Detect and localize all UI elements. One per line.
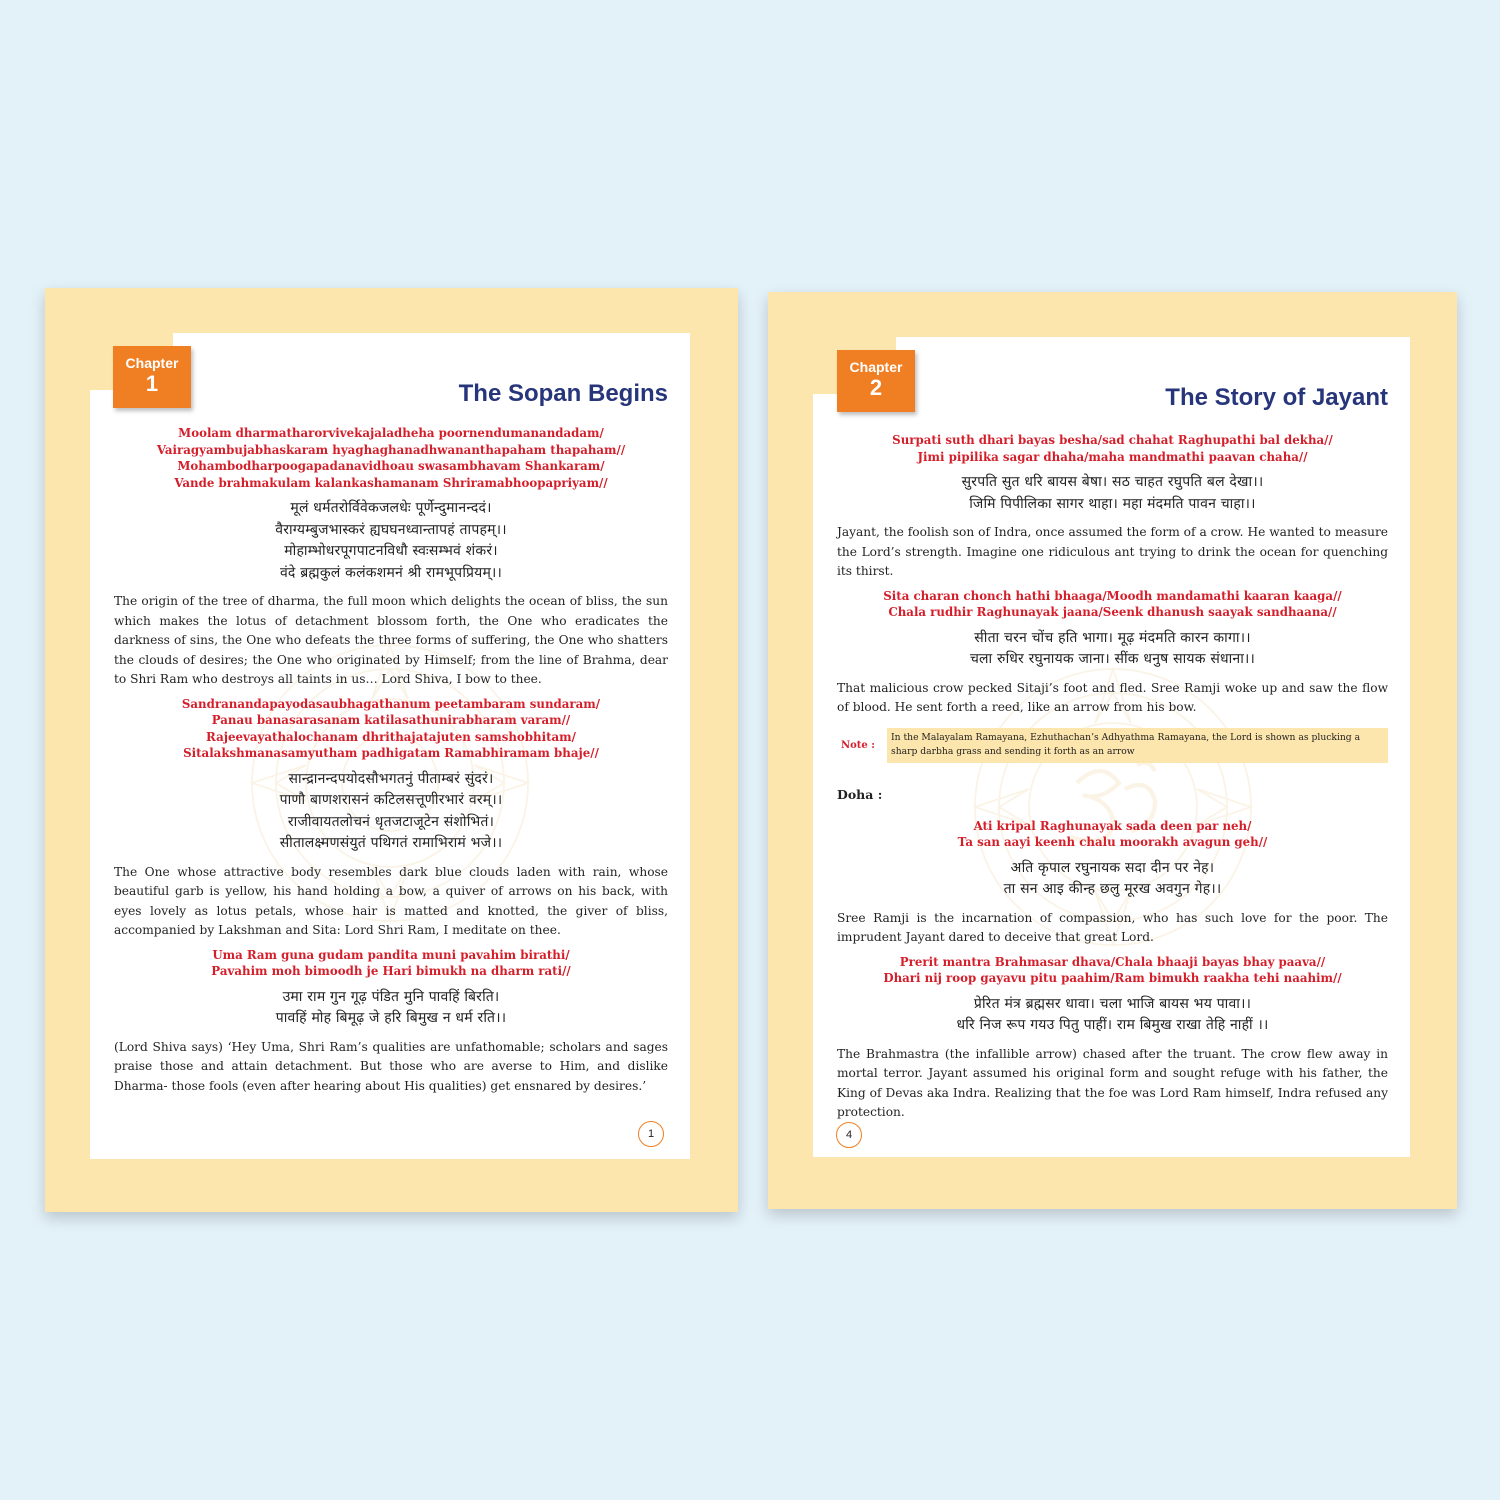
page-number: 1: [638, 1121, 664, 1147]
translation-paragraph: The Brahmastra (the infallible arrow) chased after the truant. The crow flew away in mortal terror. Jayant assumed his original form and sought refuge with his father, the King of Devas aka Indra. Realizing that the foe was Lord Ram himself, Indra refused any protection.: [837, 1046, 1388, 1119]
book-page-right: [768, 292, 1457, 1209]
devanagari-line: पावहिं मोह बिमूढ़ जे हरि बिमुख न धर्म रति।।: [275, 1010, 507, 1026]
verse-transliteration: [837, 432, 1388, 465]
page-panel: [90, 333, 690, 1159]
devanagari-line: ता सन आइ कीन्ह छलु मूरख अवगुन गेह।।: [1003, 881, 1222, 897]
devanagari-line: वंदे ब्रह्मकुलं कलंकशमनं श्री रामभूपप्रियम्।।: [279, 564, 503, 581]
page-content: [837, 432, 1388, 1123]
note-callout: [837, 728, 1388, 763]
note-text: In the Malayalam Ramayana, Ezhuthachan’s Adhyathma Ramayana, the Lord is shown as plucking a sharp darbha grass and sending it forth as an arrow: [887, 728, 1388, 763]
chapter-badge: [113, 346, 191, 408]
devanagari-line: सीता चरन चोंच हति भागा। मूढ़ मंदमति कारन कागा।।: [974, 629, 1251, 646]
translation-paragraph: The One whose attractive body resembles dark blue clouds laden with rain, whose beautiful garb is yellow, his hand holding a bow, a quiver of arrows on his back, with eyes lovely as lotus petals, whose hair is matted and knotted, the giver of bliss, accompanied by Lakshman and Sita: Lord Shri Ram, I meditate on thee.: [114, 864, 668, 937]
devanagari-line: मोहाम्भोधरपूगपाटनविधौ स्वःसम्भवं शंकरं।: [284, 543, 498, 559]
chapter-number: 1: [145, 371, 159, 396]
verse-devanagari: [837, 628, 1388, 671]
doha-label: Doha :: [837, 786, 883, 802]
translation-paragraph: The origin of the tree of dharma, the full moon which delights the ocean of bliss, the sun which makes the lotus of detachment blossom forth, the One who eradicates the darkness of sins, the One who defeats the three forms of suffering, the One who shatters the clouds of desires; the One who originated by Himself; from the line of Brahma, dear to Shri Ram who destroys all taints in us… Lord Shiva, I bow to thee.: [114, 594, 668, 686]
chapter-label: Chapter: [125, 355, 179, 371]
verse-line: Vande brahmakulam kalankashamanam Shriramabhoopapriyam//: [174, 475, 608, 490]
page-title: The Sopan Begins: [458, 380, 668, 407]
verse-line: Moolam dharmatharorvivekajaladheha poornendumanandadam/: [178, 426, 604, 440]
devanagari-line: जिमि पिपीलिका सागर थाहा। महा मंदमति पावन चाहा।।: [969, 495, 1256, 512]
verse-line: Sitalakshmanasamyutham padhigatam Ramabhiramam bhaje//: [183, 746, 599, 760]
chapter-label: Chapter: [849, 359, 903, 375]
verse-transliteration: [114, 425, 668, 491]
note-label: Note :: [841, 739, 875, 751]
verse-devanagari: [114, 987, 668, 1030]
verse-line: Pavahim moh bimoodh je Hari bimukh na dharm rati//: [211, 964, 571, 978]
verse-line: Chala rudhir Raghunayak jaana/Seenk dhanush saayak sandhaana//: [888, 605, 1337, 619]
verse-line: Dhari nij roop gayavu pitu paahim/Ram bimukh raakha tehi naahim//: [883, 971, 1342, 985]
verse-line: Sandranandapayodasaubhagathanum peetambaram sundaram/: [181, 696, 601, 711]
devanagari-line: धरि निज रूप गयउ पितु पाहीं। राम बिमुख राखा तेहि नाहीं ।।: [956, 1017, 1269, 1033]
translation-paragraph: Sree Ramji is the incarnation of compassion, who has such love for the poor. The imprudent Jayant dared to deceive that great Lord.: [837, 910, 1388, 944]
devanagari-line: अति कृपाल रघुनायक सदा दीन पर नेह।: [1010, 859, 1215, 876]
verse-devanagari: [837, 994, 1388, 1037]
devanagari-line: पाणौ बाणशरासनं कटिलसत्तूणीरभारं वरम्।।: [279, 792, 503, 808]
devanagari-line: सुरपति सुत धरि बायस बेषा। सठ चाहत रघुपति बल देखा।।: [961, 474, 1264, 490]
page-content: [114, 425, 668, 1096]
devanagari-line: प्रेरित मंत्र ब्रह्मसर धावा। चला भाजि बायस भय पावा।।: [973, 995, 1252, 1012]
page-panel: [813, 337, 1410, 1157]
verse-transliteration: [837, 954, 1388, 987]
verse-line: Ati kripal Raghunayak sada deen par neh/: [973, 818, 1252, 833]
devanagari-line: सीतालक्ष्मणसंयुतं पथिगतं रामाभिरामं भजे।।: [279, 835, 503, 851]
page-number: 4: [836, 1122, 862, 1148]
verse-devanagari: [114, 769, 668, 855]
devanagari-line: सान्द्रानन्दपयोदसौभगतनुं पीताम्बरं सुंदरं।: [288, 770, 494, 787]
verse-line: Rajeevayathalochanam dhrithajatajuten samshobhitam/: [206, 729, 576, 744]
verse-line: Sita charan chonch hathi bhaaga/Moodh mandamathi kaaran kaaga//: [883, 588, 1342, 603]
verse-devanagari: [837, 472, 1388, 515]
translation-paragraph: That malicious crow pecked Sitaji’s foot and fled. Sree Ramji woke up and saw the flow of blood. He sent forth a reed, like an arrow from his bow.: [837, 680, 1388, 714]
devanagari-line: मूलं धर्मतरोर्विवेकजलधेः पूर्णेन्दुमानन्ददं।: [290, 500, 492, 516]
verse-devanagari: [114, 498, 668, 584]
verse-line: Vairagyambujabhaskaram hyaghaghanadhwananthapaham thapaham//: [156, 442, 626, 457]
verse-line: Jimi pipilika sagar dhaha/maha mandmathi paavan chaha//: [917, 449, 1308, 464]
page-title: The Story of Jayant: [1165, 384, 1388, 411]
verse-line: Ta san aayi keenh chalu moorakh avagun geh//: [957, 835, 1268, 849]
verse-transliteration: [114, 696, 668, 762]
translation-paragraph: Jayant, the foolish son of Indra, once assumed the form of a crow. He wanted to measure the Lord’s strength. Imagine one ridiculous ant trying to drink the ocean for quenching its thirst.: [837, 525, 1388, 578]
verse-transliteration: [837, 818, 1388, 851]
verse-line: Prerit mantra Brahmasar dhava/Chala bhaaji bayas bhay paava//: [899, 954, 1326, 969]
chapter-badge: [837, 350, 915, 412]
translation-paragraph: (Lord Shiva says) ‘Hey Uma, Shri Ram’s qualities are unfathomable; scholars and sages praise those and attain detachment. But those who are averse to Him, and dislike Dharma- those fools (even after hearing about His qualities) get ensnared by desires.’: [114, 1039, 668, 1093]
devanagari-line: वैराग्यम्बुजभास्करं ह्यघघनध्वान्तापहं तापहम्।।: [275, 521, 507, 538]
chapter-number: 2: [869, 375, 883, 400]
verse-transliteration: [114, 947, 668, 980]
verse-line: Mohambodharpoogapadanavidhoau swasambhavam Shankaram/: [177, 459, 605, 473]
devanagari-line: राजीवायतलोचनं धृतजटाजूटेन संशोभितं।: [287, 813, 495, 830]
devanagari-line: चला रुधिर रघुनायक जाना। सींक धनुष सायक संधाना।।: [969, 651, 1256, 667]
verse-line: Uma Ram guna gudam pandita muni pavahim birathi/: [212, 947, 570, 962]
verse-devanagari: [837, 858, 1388, 901]
verse-line: Panau banasarasanam katilasathunirabharam varam//: [211, 713, 571, 727]
verse-transliteration: [837, 588, 1388, 621]
verse-line: Surpati suth dhari bayas besha/sad chahat Raghupathi bal dekha//: [892, 433, 1333, 447]
book-page-left: [45, 288, 738, 1212]
devanagari-line: उमा राम गुन गूढ़ पंडित मुनि पावहिं बिरति।: [282, 988, 500, 1005]
